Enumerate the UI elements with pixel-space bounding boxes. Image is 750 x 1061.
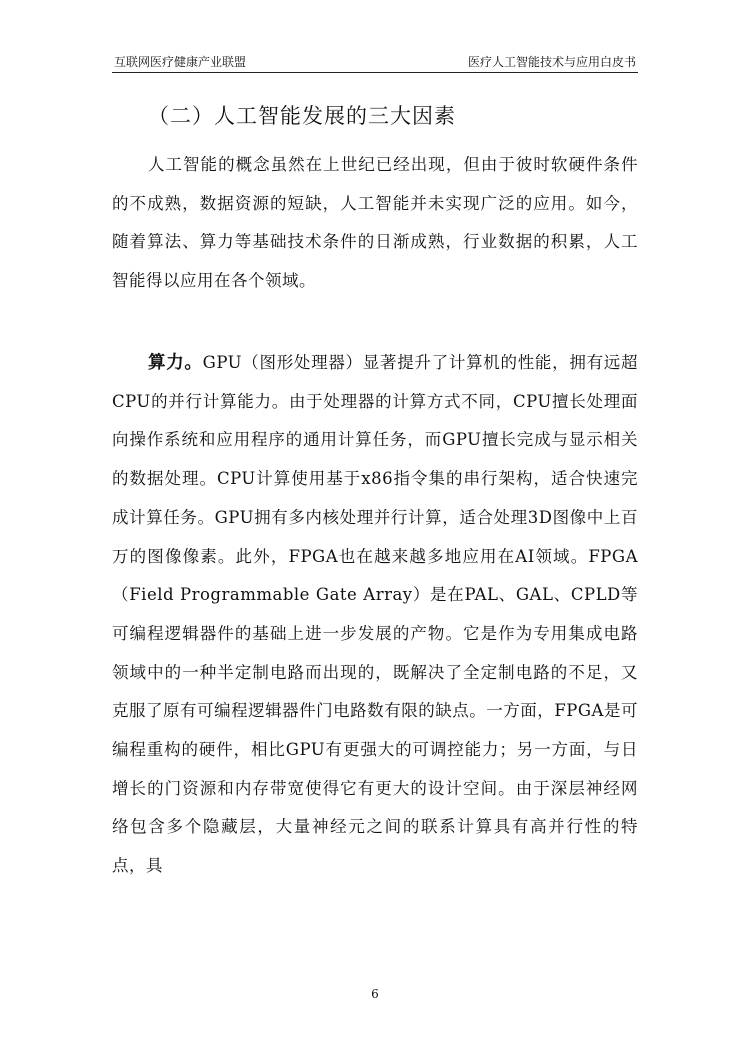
page-header — [112, 52, 638, 73]
header-document-title: 医疗人工智能技术与应用白皮书 — [467, 55, 636, 69]
paragraph-computing-power — [112, 344, 638, 886]
paragraph-intro: 人工智能的概念虽然在上世纪已经出现，但由于彼时软硬件条件的不成熟，数据资源的短缺，人工智能并未实现广泛的应用。如今，随着算法、算力等基础技术条件的日渐成熟，行业数据的积累，人工智能得以应用在各个领域。 — [112, 155, 638, 291]
page-number: 6 — [371, 987, 379, 1001]
header-organization: 互联网医疗健康产业联盟 — [114, 55, 247, 69]
paragraph-body: GPU（图形处理器）显著提升了计算机的性能，拥有远超CPU的并行计算能力。由于处理器的计算方式不同，CPU擅长处理面向操作系统和应用程序的通用计算任务，而GPU擅长完成与显示相关的数据处理。CPU计算使用基于x86指令集的串行架构，适合快速完成计算任务。GPU拥有多内核处理并行计算，适合处理3D图像中上百万的图像像素。此外，FPGA也在越来越多地应用在AI领域。FPGA（Field Programmable Gate Array）是在PAL、GAL、CPLD等可编程逻辑器件的基础上进一步发展的产物。它是作为专用集成电路领域中的一种半定制电路而出现的，既解决了全定制电路的不足，又克服了原有可编程逻辑器件门电路数有限的缺点。一方面，FPGA是可编程重构的硬件，相比GPU有更强大的可调控能力；另一方面，与日增长的门资源和内存带宽使得它有更大的设计空间。由于深层神经网络包含多个隐藏层，大量神经元之间的联系计算具有高并行性的特点，具 — [112, 353, 639, 876]
section-heading: （二）人工智能发展的三大因素 — [148, 104, 456, 128]
paragraph-lead-term: 算力。 — [148, 353, 203, 373]
